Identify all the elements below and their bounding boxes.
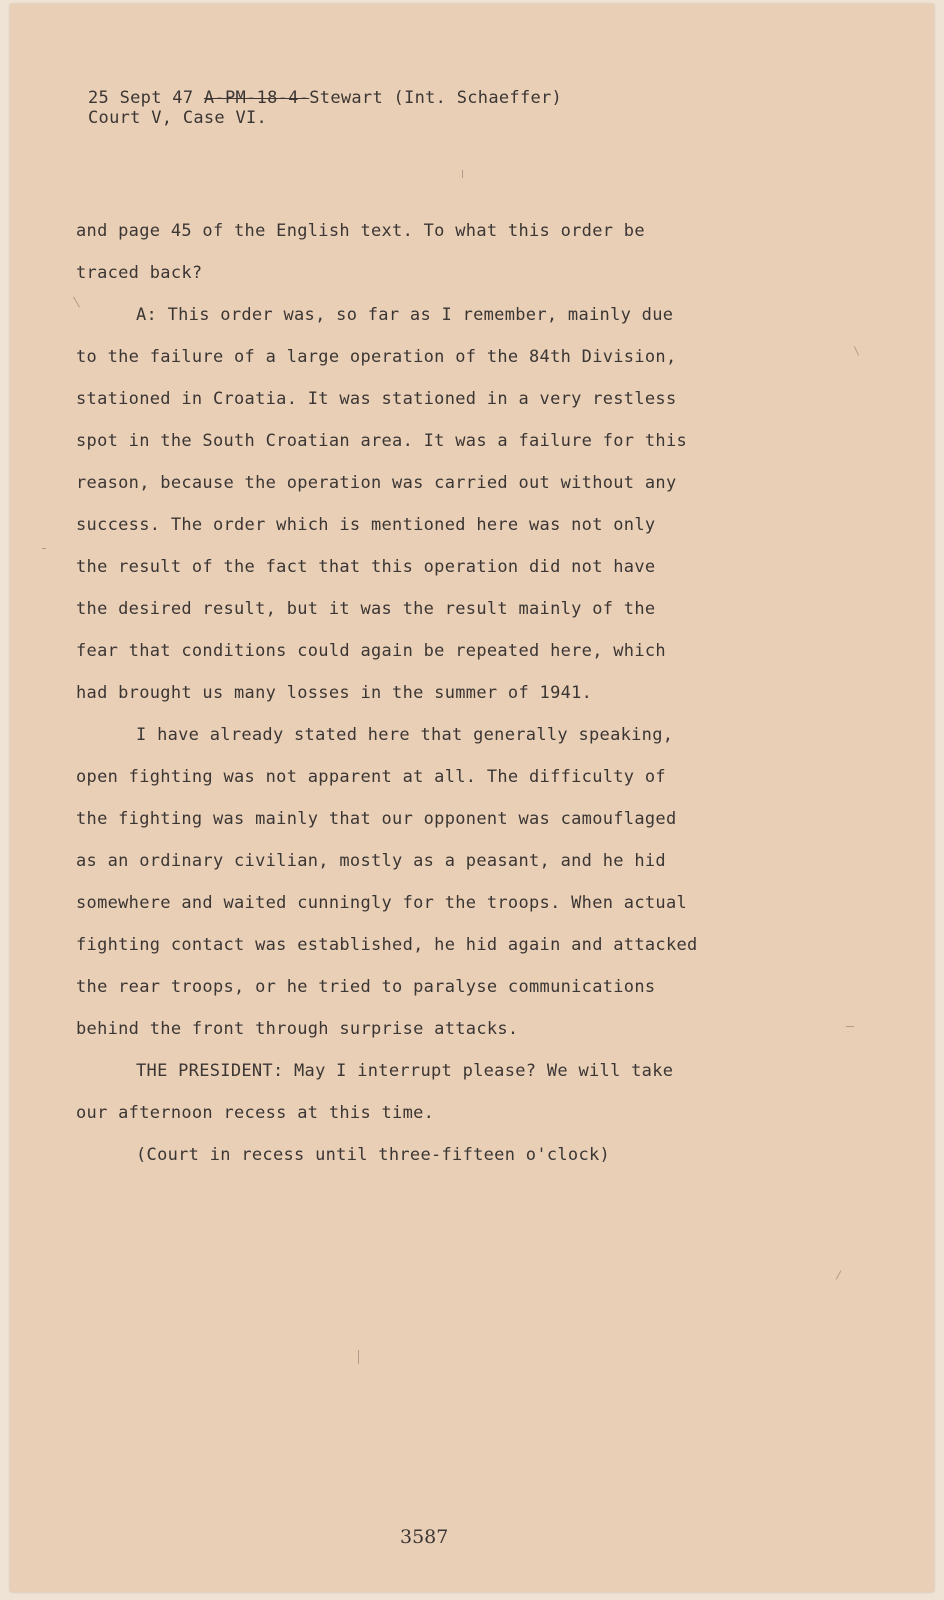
transcript-line: stationed in Croatia. It was stationed in a very restless bbox=[76, 389, 677, 409]
paper-mark bbox=[846, 1026, 854, 1027]
paper-mark bbox=[42, 548, 46, 549]
transcript-line: A: This order was, so far as I remember, mainly due bbox=[136, 305, 674, 325]
header-line-2: Court V, Case VI. bbox=[88, 108, 268, 128]
transcript-line: reason, because the operation was carried out without any bbox=[76, 473, 677, 493]
transcript-line: fear that conditions could again be repeated here, which bbox=[76, 641, 666, 661]
transcript-body bbox=[76, 210, 836, 1176]
transcript-line: and page 45 of the English text. To what this order be bbox=[76, 221, 645, 241]
paper-mark bbox=[836, 1270, 842, 1279]
transcript-line: to the failure of a large operation of the 84th Division, bbox=[76, 347, 677, 367]
transcript-line: as an ordinary civilian, mostly as a peasant, and he hid bbox=[76, 851, 666, 871]
transcript-line: traced back? bbox=[76, 263, 203, 283]
transcript-line: fighting contact was established, he hid again and attacked bbox=[76, 935, 698, 955]
header-date: 25 Sept 47 bbox=[88, 88, 204, 108]
transcript-line: I have already stated here that generally speaking, bbox=[136, 725, 674, 745]
page-number: 3587 bbox=[400, 1526, 449, 1548]
transcript-line: the result of the fact that this operation did not have bbox=[76, 557, 656, 577]
transcript-line: open fighting was not apparent at all. The difficulty of bbox=[76, 767, 666, 787]
transcript-line: spot in the South Croatian area. It was a failure for this bbox=[76, 431, 688, 451]
transcript-line: somewhere and waited cunningly for the troops. When actual bbox=[76, 893, 688, 913]
transcript-line: behind the front through surprise attacks. bbox=[76, 1019, 519, 1039]
transcript-line: our afternoon recess at this time. bbox=[76, 1103, 435, 1123]
paper-mark bbox=[854, 346, 859, 355]
transcript-line: the rear troops, or he tried to paralyse communications bbox=[76, 977, 656, 997]
transcript-line: success. The order which is mentioned here was not only bbox=[76, 515, 656, 535]
transcript-line: THE PRESIDENT: May I interrupt please? We will take bbox=[136, 1061, 674, 1081]
transcript-line: the desired result, but it was the result mainly of the bbox=[76, 599, 656, 619]
header-speaker: Stewart (Int. Schaeffer) bbox=[309, 88, 563, 108]
header-struck-code: A-PM-18-4- bbox=[203, 88, 310, 108]
header-line-1 bbox=[88, 88, 562, 108]
paper-mark bbox=[358, 1350, 359, 1364]
transcript-line: (Court in recess until three-fifteen o'clock) bbox=[136, 1145, 611, 1165]
transcript-line: had brought us many losses in the summer of 1941. bbox=[76, 683, 593, 703]
document-page bbox=[10, 4, 934, 1592]
document-header bbox=[88, 88, 562, 128]
paper-mark bbox=[462, 170, 463, 178]
transcript-line: the fighting was mainly that our opponent was camouflaged bbox=[76, 809, 677, 829]
